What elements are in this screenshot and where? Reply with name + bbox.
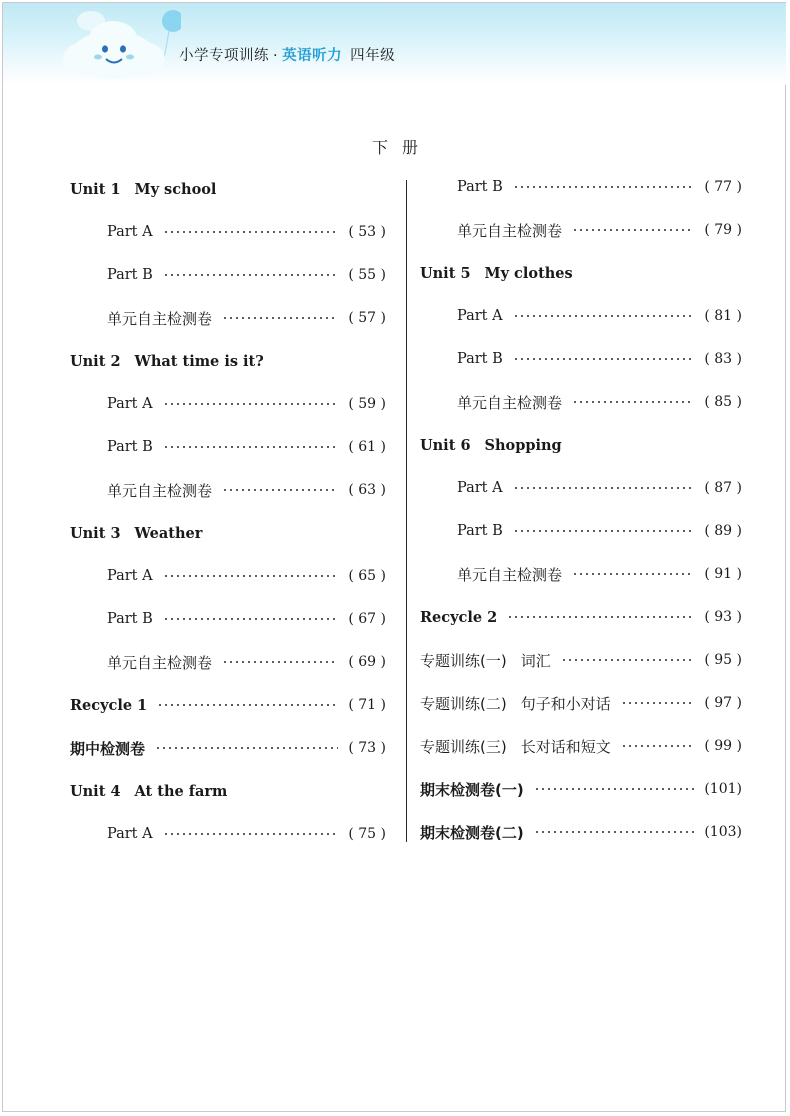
toc-entry[interactable] <box>420 217 742 243</box>
toc-entry-text: Part A <box>107 396 153 412</box>
toc-entry-text: Recycle 2 <box>420 608 498 626</box>
dot-leader <box>163 833 339 835</box>
toc-page-number: ( 53 ) <box>348 224 386 240</box>
smiling-cloud-icon <box>51 9 181 85</box>
toc-entry[interactable] <box>70 391 386 417</box>
toc-entry[interactable] <box>420 819 742 845</box>
toc-entry-label <box>420 308 503 324</box>
dot-leader <box>572 573 694 575</box>
toc-entry[interactable] <box>420 604 742 630</box>
toc-entry[interactable] <box>420 776 742 802</box>
toc-page-number: ( 87 ) <box>704 480 742 496</box>
toc-entry[interactable] <box>420 518 742 544</box>
toc-entry-text: 期末检测卷(一) <box>420 780 524 799</box>
toc-entry-text: Part B <box>107 611 153 627</box>
dot-leader <box>157 704 338 706</box>
dot-leader <box>513 315 695 317</box>
toc-topic-name: 词汇 <box>520 651 551 670</box>
toc-page-number: ( 97 ) <box>704 695 742 711</box>
toc-unit-number: Unit 3 <box>70 524 121 542</box>
toc-page-number: ( 85 ) <box>704 394 742 410</box>
toc-entry-text: 单元自主检测卷 <box>457 393 563 412</box>
toc-entry[interactable] <box>70 176 386 202</box>
toc-entry-label <box>420 564 562 585</box>
toc-unit-title: My school <box>134 180 217 198</box>
toc-entry-text: 期末检测卷(二) <box>420 823 524 842</box>
header-separator: · <box>273 48 279 64</box>
dot-leader <box>507 616 694 618</box>
toc-entry[interactable] <box>420 690 742 716</box>
header-series: 小学专项训练 <box>179 48 269 64</box>
dot-leader <box>163 575 339 577</box>
dot-leader <box>513 358 695 360</box>
toc-entry[interactable] <box>420 346 742 372</box>
toc-entry[interactable] <box>70 735 386 761</box>
toc-unit-title: At the farm <box>134 782 228 800</box>
toc-entry-label <box>70 738 145 759</box>
toc-entry-text: Part B <box>457 351 503 367</box>
toc-entry-text: Recycle 1 <box>70 696 148 714</box>
toc-entry-text: Part A <box>457 308 503 324</box>
dot-leader <box>222 317 338 319</box>
toc-entry-label <box>70 568 153 584</box>
column-divider <box>406 180 407 842</box>
toc-entry[interactable] <box>70 821 386 847</box>
toc-page-number: ( 61 ) <box>348 439 386 455</box>
dot-leader <box>163 231 339 233</box>
toc-page-number: ( 57 ) <box>348 310 386 326</box>
toc-unit-title: What time is it? <box>134 352 264 370</box>
toc-entry-label <box>70 308 212 329</box>
toc-topic-name: 长对话和短文 <box>520 737 611 756</box>
toc-page-number: ( 93 ) <box>704 609 742 625</box>
toc-unit-number: Unit 1 <box>70 180 121 198</box>
toc-entry-text: Part A <box>457 480 503 496</box>
toc-entry-label <box>70 826 153 842</box>
page-frame <box>2 2 786 1112</box>
toc-entry[interactable] <box>420 475 742 501</box>
dot-leader <box>222 661 338 663</box>
toc-entry-label <box>420 179 503 195</box>
toc-entry[interactable] <box>420 389 742 415</box>
toc-entry[interactable] <box>70 563 386 589</box>
toc-entry-text: Part B <box>457 523 503 539</box>
toc-entry[interactable] <box>70 219 386 245</box>
toc-entry[interactable] <box>420 561 742 587</box>
toc-entry-label <box>70 480 212 501</box>
toc-unit-heading <box>70 783 227 800</box>
toc-entry-text: Part B <box>107 439 153 455</box>
toc-entry[interactable] <box>420 733 742 759</box>
toc-entry[interactable] <box>70 305 386 331</box>
toc-page-number: ( 59 ) <box>348 396 386 412</box>
toc-page-number: ( 81 ) <box>704 308 742 324</box>
toc-entry-label <box>420 693 611 714</box>
toc-entry-text: 单元自主检测卷 <box>107 481 213 500</box>
toc-entry[interactable] <box>70 348 386 374</box>
toc-page-number: ( 55 ) <box>348 267 386 283</box>
dot-leader <box>155 747 338 749</box>
toc-entry-label <box>420 392 562 413</box>
toc-entry-text: Part A <box>107 826 153 842</box>
dot-leader <box>572 229 694 231</box>
toc-entry-text: 单元自主检测卷 <box>457 221 563 240</box>
toc-entry-label <box>420 220 562 241</box>
toc-entry-label <box>420 779 524 800</box>
header-grade: 四年级 <box>350 48 396 64</box>
toc-entry-text: 单元自主检测卷 <box>457 565 563 584</box>
toc-topic-name: 句子和小对话 <box>520 694 611 713</box>
toc-page-number: ( 63 ) <box>348 482 386 498</box>
toc-entry-label <box>70 267 153 283</box>
toc-page-number: ( 73 ) <box>348 740 386 756</box>
section-title: 下册 <box>371 138 432 157</box>
toc-page-number: ( 91 ) <box>704 566 742 582</box>
toc-page-number: ( 77 ) <box>704 179 742 195</box>
toc-entry[interactable] <box>420 260 742 286</box>
toc-unit-heading <box>70 181 216 198</box>
toc-entry-label <box>70 697 147 714</box>
dot-leader <box>534 788 695 790</box>
toc-page-number: ( 83 ) <box>704 351 742 367</box>
toc-entry[interactable] <box>70 649 386 675</box>
toc-entry-label <box>420 736 611 757</box>
toc-entry-label <box>420 822 524 843</box>
toc-entry-label <box>70 611 153 627</box>
toc-entry-label <box>420 351 503 367</box>
toc-unit-heading <box>420 437 562 454</box>
toc-entry-text: 专题训练(二) <box>420 694 507 713</box>
toc-page-number: (101) <box>704 781 742 797</box>
toc-entry-label <box>420 650 551 671</box>
toc-unit-heading <box>70 353 264 370</box>
toc-entry-text: 单元自主检测卷 <box>107 309 213 328</box>
dot-leader <box>513 530 695 532</box>
toc-entry-label <box>70 439 153 455</box>
toc-page-number: ( 71 ) <box>348 697 386 713</box>
dot-leader <box>163 446 339 448</box>
header-band <box>3 3 786 85</box>
toc-entry-text: Part B <box>457 179 503 195</box>
toc-unit-number: Unit 2 <box>70 352 121 370</box>
toc-unit-title: Shopping <box>484 436 562 454</box>
toc-entry-label <box>420 523 503 539</box>
header-subject: 英语听力 <box>282 48 343 64</box>
toc-entry[interactable] <box>420 647 742 673</box>
dot-leader <box>621 702 695 704</box>
toc-entry-text: Part A <box>107 568 153 584</box>
toc-entry-label <box>420 480 503 496</box>
toc-entry[interactable] <box>70 692 386 718</box>
toc-unit-heading <box>70 525 202 542</box>
toc-entry-text: 专题训练(一) <box>420 651 507 670</box>
dot-leader <box>513 487 695 489</box>
dot-leader <box>222 489 338 491</box>
dot-leader <box>572 401 694 403</box>
toc-unit-number: Unit 4 <box>70 782 121 800</box>
toc-entry[interactable] <box>70 262 386 288</box>
toc-page-number: ( 65 ) <box>348 568 386 584</box>
toc-entry[interactable] <box>420 432 742 458</box>
dot-leader <box>163 274 339 276</box>
dot-leader <box>513 186 695 188</box>
toc-page-number: ( 67 ) <box>348 611 386 627</box>
dot-leader <box>163 403 339 405</box>
toc-entry-text: 期中检测卷 <box>70 739 146 758</box>
dot-leader <box>534 831 695 833</box>
toc-page-number: ( 79 ) <box>704 222 742 238</box>
toc-entry-text: 专题训练(三) <box>420 737 507 756</box>
toc-unit-heading <box>420 265 573 282</box>
toc-unit-number: Unit 6 <box>420 436 471 454</box>
toc-entry-label <box>420 609 497 626</box>
toc-entry-label <box>70 396 153 412</box>
toc-page-number: (103) <box>704 824 742 840</box>
toc-unit-title: My clothes <box>484 264 573 282</box>
toc-page-number: ( 95 ) <box>704 652 742 668</box>
header-title <box>179 44 395 65</box>
toc-entry-label <box>70 224 153 240</box>
dot-leader <box>621 745 695 747</box>
dot-leader <box>561 659 695 661</box>
toc-entry[interactable] <box>70 520 386 546</box>
toc-entry[interactable] <box>420 174 742 200</box>
toc-page-number: ( 69 ) <box>348 654 386 670</box>
toc-entry[interactable] <box>70 434 386 460</box>
toc-entry[interactable] <box>70 778 386 804</box>
toc-entry-label <box>70 652 212 673</box>
toc-entry[interactable] <box>420 303 742 329</box>
toc-entry-text: 单元自主检测卷 <box>107 653 213 672</box>
dot-leader <box>163 618 339 620</box>
toc-entry[interactable] <box>70 477 386 503</box>
toc-entry-text: Part A <box>107 224 153 240</box>
toc-entry-text: Part B <box>107 267 153 283</box>
toc-entry[interactable] <box>70 606 386 632</box>
toc-page-number: ( 89 ) <box>704 523 742 539</box>
toc-unit-title: Weather <box>134 524 203 542</box>
toc-page-number: ( 75 ) <box>348 826 386 842</box>
toc-page-number: ( 99 ) <box>704 738 742 754</box>
toc-unit-number: Unit 5 <box>420 264 471 282</box>
